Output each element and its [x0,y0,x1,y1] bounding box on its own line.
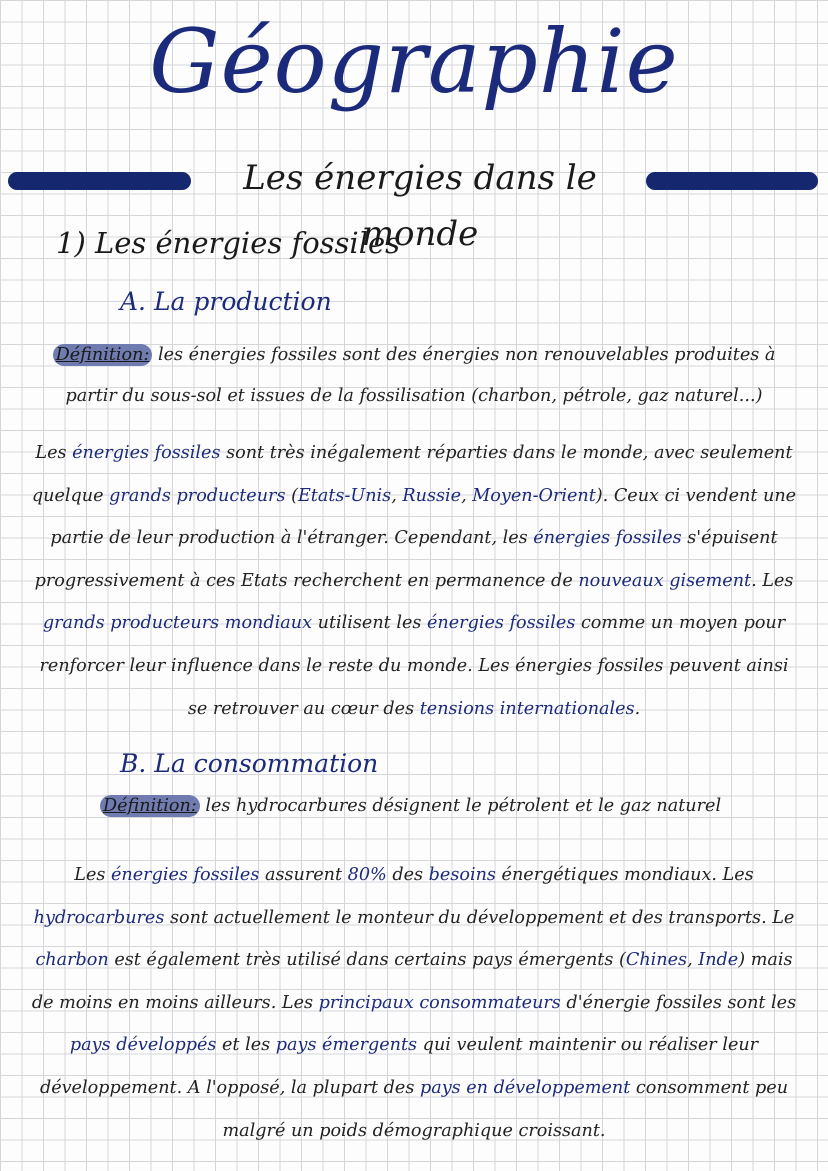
keyword: Inde [698,950,739,971]
text: . [634,698,641,719]
text: assurent [259,865,348,885]
text: , [391,485,403,506]
keyword: énergies fossiles [111,865,260,885]
text: d'énergie fossiles sont les [560,992,797,1013]
text: , [461,485,473,506]
keyword: énergies fossiles [427,613,576,634]
title-bar-left [8,172,191,190]
subsection-heading-production: A. La production [120,287,332,316]
paragraph-production [30,432,798,730]
keyword: pays développés [69,1035,217,1056]
text: des [386,865,429,885]
definition-text: les énergies fossiles sont des énergies non renouvelables produites à partir du sous-sol et issues de la fossilisation (charbon, pétrole, gaz naturel...) [65,345,776,406]
keyword: Russie [402,485,462,506]
subsection-heading-consumption: B. La consommation [120,749,379,778]
definition-label: Définition: [53,344,153,366]
paragraph-consumption [30,854,798,1152]
keyword: hydrocarbures [33,907,165,928]
keyword: énergies fossiles [72,443,221,463]
text: comme un moyen pour renforcer leur influence dans le reste du monde. Les énergies fossiles peuvent ainsi se retrouver au cœur des [39,613,789,719]
text: consomment peu malgré un poids démographique croissant. [222,1077,789,1141]
text: s'épuisent progressivement à ces Etats recherchent en permanence de [34,528,778,591]
keyword: nouveaux gisement [578,570,752,591]
text: est également très utilisé dans certains pays émergents ( [108,950,626,971]
chapter-subtitle: Les énergies dans le monde [243,158,597,254]
keyword: pays en développement [419,1077,631,1098]
title-bar-right [646,172,818,190]
keyword: pays émergents [275,1035,418,1056]
keyword: Moyen-Orient [472,485,596,506]
text: sont actuellement le monteur du développement et des transports. Le [164,907,795,928]
text: Les [74,865,112,885]
keyword: charbon [35,950,109,971]
definition-hydrocarbons [100,788,721,824]
text: énergétiques mondiaux. Les [495,865,754,885]
keyword: Chines [625,950,688,971]
keyword: principaux consommateurs [318,992,561,1013]
text: ). Ceux ci vendent une partie de leur production à l'étranger. Cependant, les [50,485,797,549]
keyword: grands producteurs mondiaux [42,613,313,634]
definition-text: les hydrocarbures désignent le pétrolent et le gaz naturel [199,796,722,816]
keyword: tensions internationales [419,698,635,719]
page-title: Géographie [149,10,679,113]
keyword: 80% [347,865,387,885]
section-heading-fossil-energies: 1) Les énergies fossiles [56,226,401,260]
keyword: besoins [428,865,496,885]
keyword: Etats-Unis [297,485,392,506]
text: . Les [751,570,794,591]
definition-fossil-energies [30,335,798,417]
keyword: énergies fossiles [533,528,682,549]
text: , [687,950,699,971]
keyword: grands producteurs [109,485,286,506]
text: ( [285,485,298,506]
text: Les [35,443,73,463]
text: sont très inégalement réparties dans le monde, avec seulement quelque [31,443,793,506]
text: utilisent les [312,613,427,634]
text: et les [216,1035,276,1056]
definition-label: Définition: [100,795,200,817]
text: qui veulent maintenir ou réaliser leur développement. A l'opposé, la plupart des [39,1035,759,1098]
text: ) mais de moins en moins ailleurs. Les [31,950,793,1013]
